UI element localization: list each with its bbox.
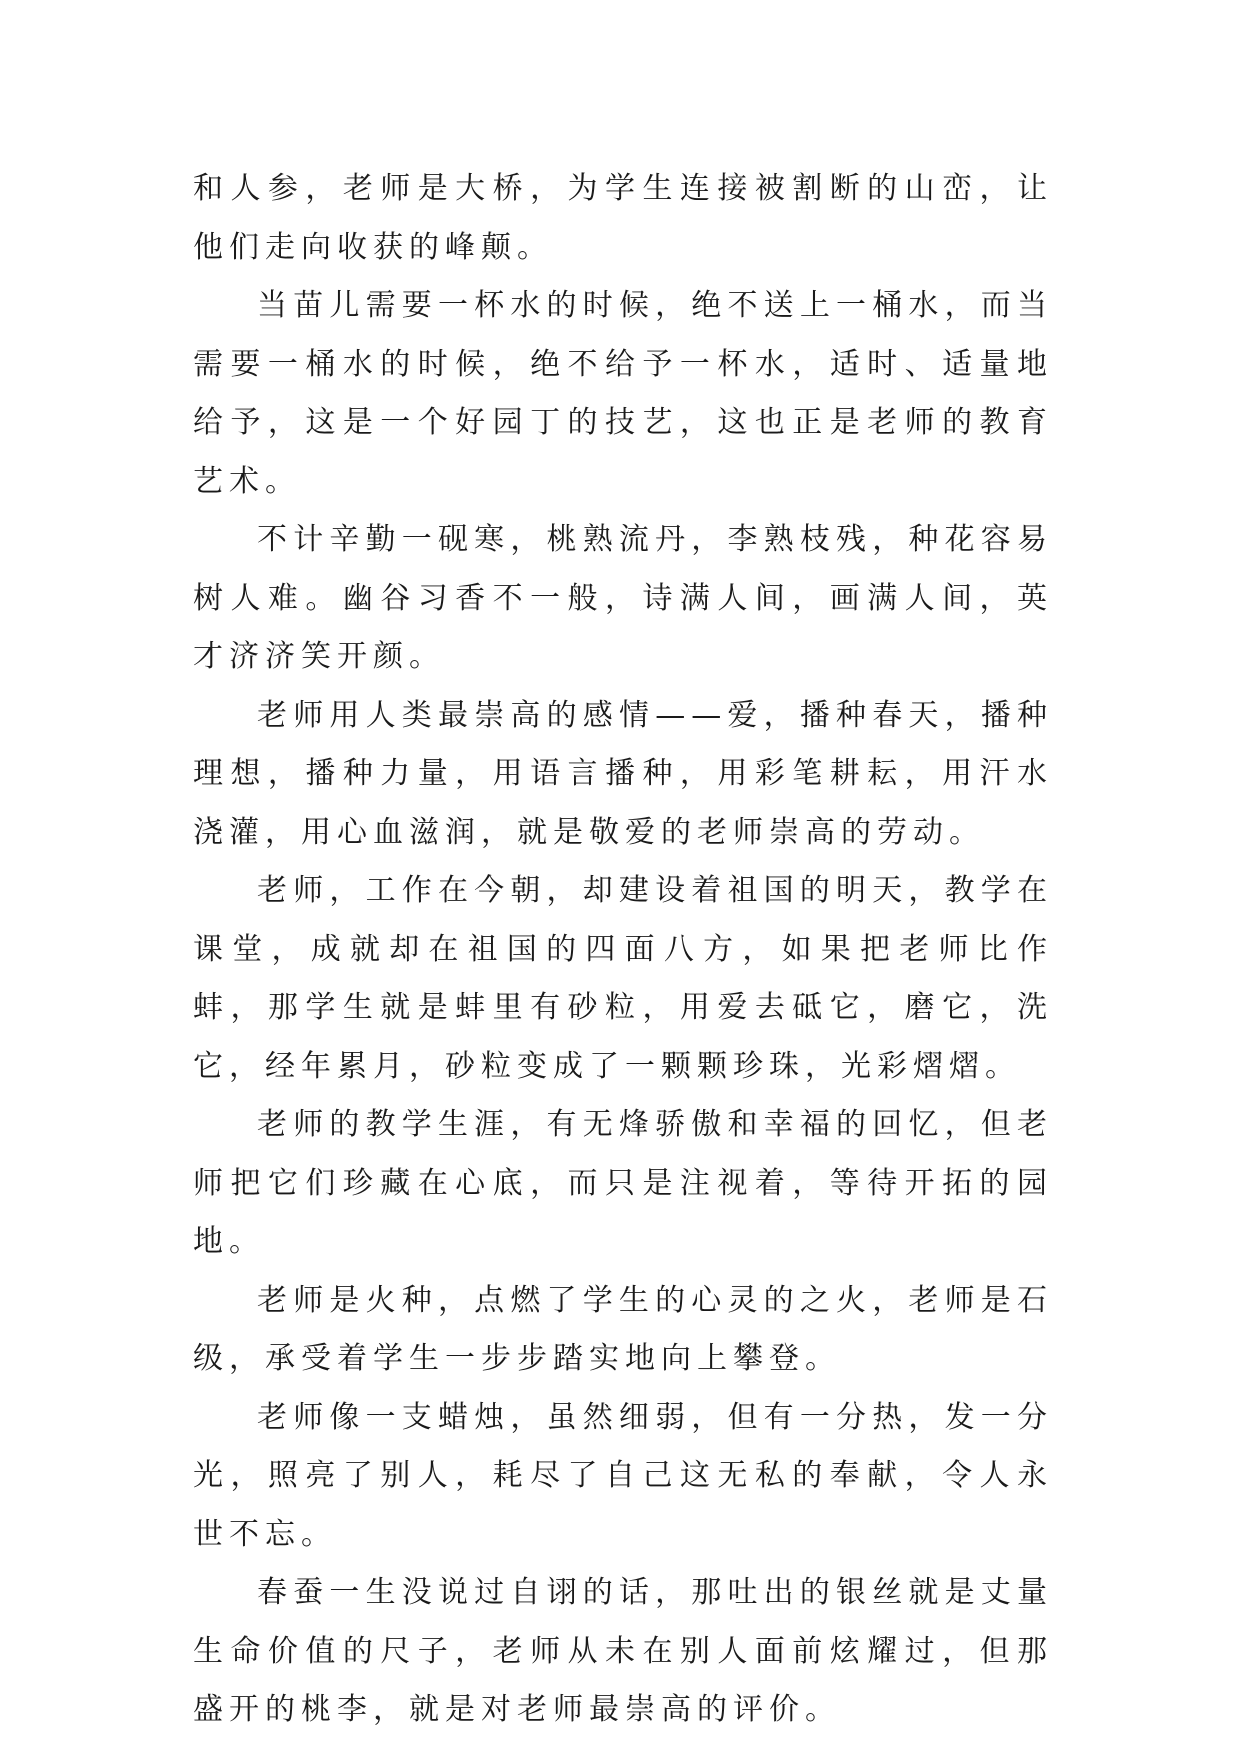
paragraph-2: 当苗儿需要一杯水的时候，绝不送上一桶水，而当需要一桶水的时候，绝不给予一杯水，适时、适量地给予，这是一个好园丁的技艺，这也正是老师的教育艺术。 [193,288,1053,499]
paragraph-5: 老师，工作在今朝，却建设着祖国的明天，教学在课堂，成就却在祖国的四面八方，如果把老师比作蚌，那学生就是蚌里有砂粒，用爱去砥它，磨它，洗它，经年累月，砂粒变成了一颗颗珍珠，光彩熠熠。 [193,873,1053,1084]
paragraph-6: 老师的教学生涯，有无烽骄傲和幸福的回忆，但老师把它们珍藏在心底，而只是注视着，等待开拓的园地。 [193,1107,1053,1259]
paragraph-7: 老师是火种，点燃了学生的心灵的之火，老师是石级，承受着学生一步步踏实地向上攀登。 [193,1282,1053,1376]
paragraph-4: 老师用人类最崇高的感情——爱，播种春天，播种理想，播种力量，用语言播种，用彩笔耕耘，用汗水浇灌，用心血滋润，就是敬爱的老师崇高的劳动。 [193,697,1053,850]
paragraph-1: 和人参，老师是大桥，为学生连接被割断的山峦，让他们走向收获的峰颠。 [193,171,1053,265]
paragraph-3: 不计辛勤一砚寒，桃熟流丹，李熟枝残，种花容易树人难。幽谷习香不一般，诗满人间，画满人间，英才济济笑开颜。 [193,522,1053,674]
document-body [193,160,1053,1740]
paragraph-9: 春蚕一生没说过自诩的话，那吐出的银丝就是丈量生命价值的尺子，老师从未在别人面前炫耀过，但那盛开的桃李，就是对老师最崇高的评价。 [193,1575,1053,1727]
paragraph-8: 老师像一支蜡烛，虽然细弱，但有一分热，发一分光，照亮了别人，耗尽了自己这无私的奉献，令人永世不忘。 [193,1399,1053,1552]
